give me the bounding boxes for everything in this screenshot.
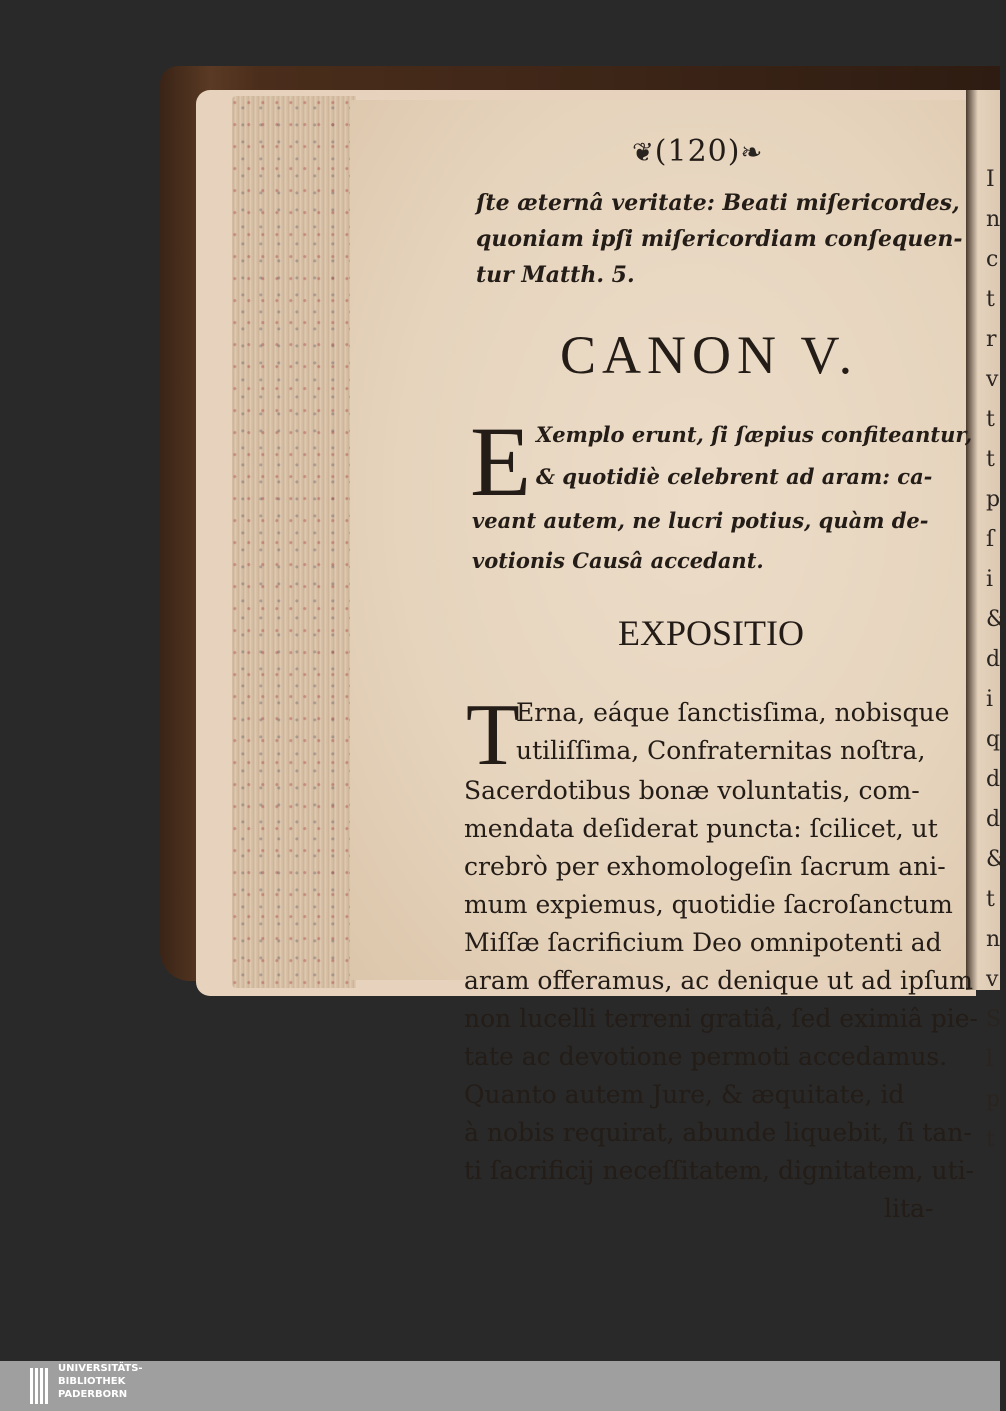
page-number [632,134,763,169]
text-line: & quotidiè celebrent ad aram: ca- [536,464,933,489]
footer-bar [0,1361,1000,1411]
facing-page-letter: t [986,287,995,312]
facing-page-letter: t [986,1127,995,1152]
ornament-right-icon: ❧ [740,138,764,168]
facing-page-letter: l [986,1047,994,1072]
facing-page-letter: & [986,847,1006,872]
logo-line: BIBLIOTHEK [58,1376,126,1387]
facing-page-letter: t [986,407,995,432]
canon-heading: CANON V. [560,325,859,385]
text-line: ti ſacrificij neceſſitatem, dignitatem, uti- [464,1156,975,1185]
facing-page-letter: n [986,927,1001,952]
ornament-left-icon: ❦ [632,138,655,168]
expositio-heading: EXPOSITIO [618,613,804,653]
catchword: lita- [884,1194,934,1223]
facing-page-letter: t [986,447,995,472]
text-line: ſte æternâ veritate: Beati miſericordes, [476,190,960,216]
page-number-text: (120) [654,134,741,169]
facing-page-letter: & [986,607,1006,632]
facing-page-letter: d [986,807,1001,832]
facing-page-letter: d [986,767,1001,792]
text-line: quoniam ipſi miſericordiam conſequen- [476,226,963,252]
text-line: aram offeramus, ac denique ut ad ipſum [464,966,974,995]
logo-line: PADERBORN [58,1389,128,1400]
facing-page-letter: r [986,327,997,352]
library-logo-text [58,1362,143,1401]
facing-page-letter: v [986,967,999,992]
facing-page-letter: t [986,887,995,912]
facing-page-letter: p [986,487,1001,512]
page-edges [232,96,356,988]
text-line: non lucelli terreni gratiâ, ſed eximiâ pie- [464,1004,978,1033]
text-line: crebrò per exhomologeſin ſacrum ani- [464,852,946,881]
text-line: Miſſæ ſacrificium Deo omnipotenti ad [464,928,942,957]
facing-page-letter: v [986,367,999,392]
text-line: mum expiemus, quotidie ſacroſanctum [464,890,953,919]
facing-page-letters [986,160,1006,1160]
drop-cap: E [470,406,532,517]
logo-line: UNIVERSITÄTS- [58,1363,143,1374]
text-line: Quanto autem Jure, & æquitate, id [464,1080,905,1109]
text-line: à nobis requirat, abunde liquebit, ſi tan- [464,1118,972,1147]
facing-page-letter: i [986,687,994,712]
library-logo-icon [30,1368,52,1404]
facing-page-letter: d [986,647,1001,672]
facing-page-letter: p [986,1087,1001,1112]
text-line: Erna, eáque ſanctisſima, nobisque [516,698,950,727]
facing-page-letter: i [986,567,994,592]
text-line: utiliſſima, Confraternitas noſtra, [516,736,926,765]
facing-page-letter: ſ [986,527,995,552]
text-line: mendata deſiderat puncta: ſcilicet, ut [464,814,938,843]
facing-page-letter: c [986,247,999,272]
text-line: Xemplo erunt, ſi ſæpius confiteantur, [536,422,973,447]
text-line: votionis Causâ accedant. [472,548,764,573]
facing-page-letter: S [986,1007,1002,1032]
text-line: tur Matth. 5. [476,262,635,288]
drop-cap: T [466,687,520,784]
facing-page-letter: n [986,207,1001,232]
text-line: Sacerdotibus bonæ voluntatis, com- [464,776,920,805]
facing-page-letter: q [986,727,1001,752]
text-line: veant autem, ne lucri potius, quàm de- [472,508,929,533]
facing-page-letter: I [986,167,995,192]
text-line: tate ac devotione permoti accedamus. [464,1042,948,1071]
